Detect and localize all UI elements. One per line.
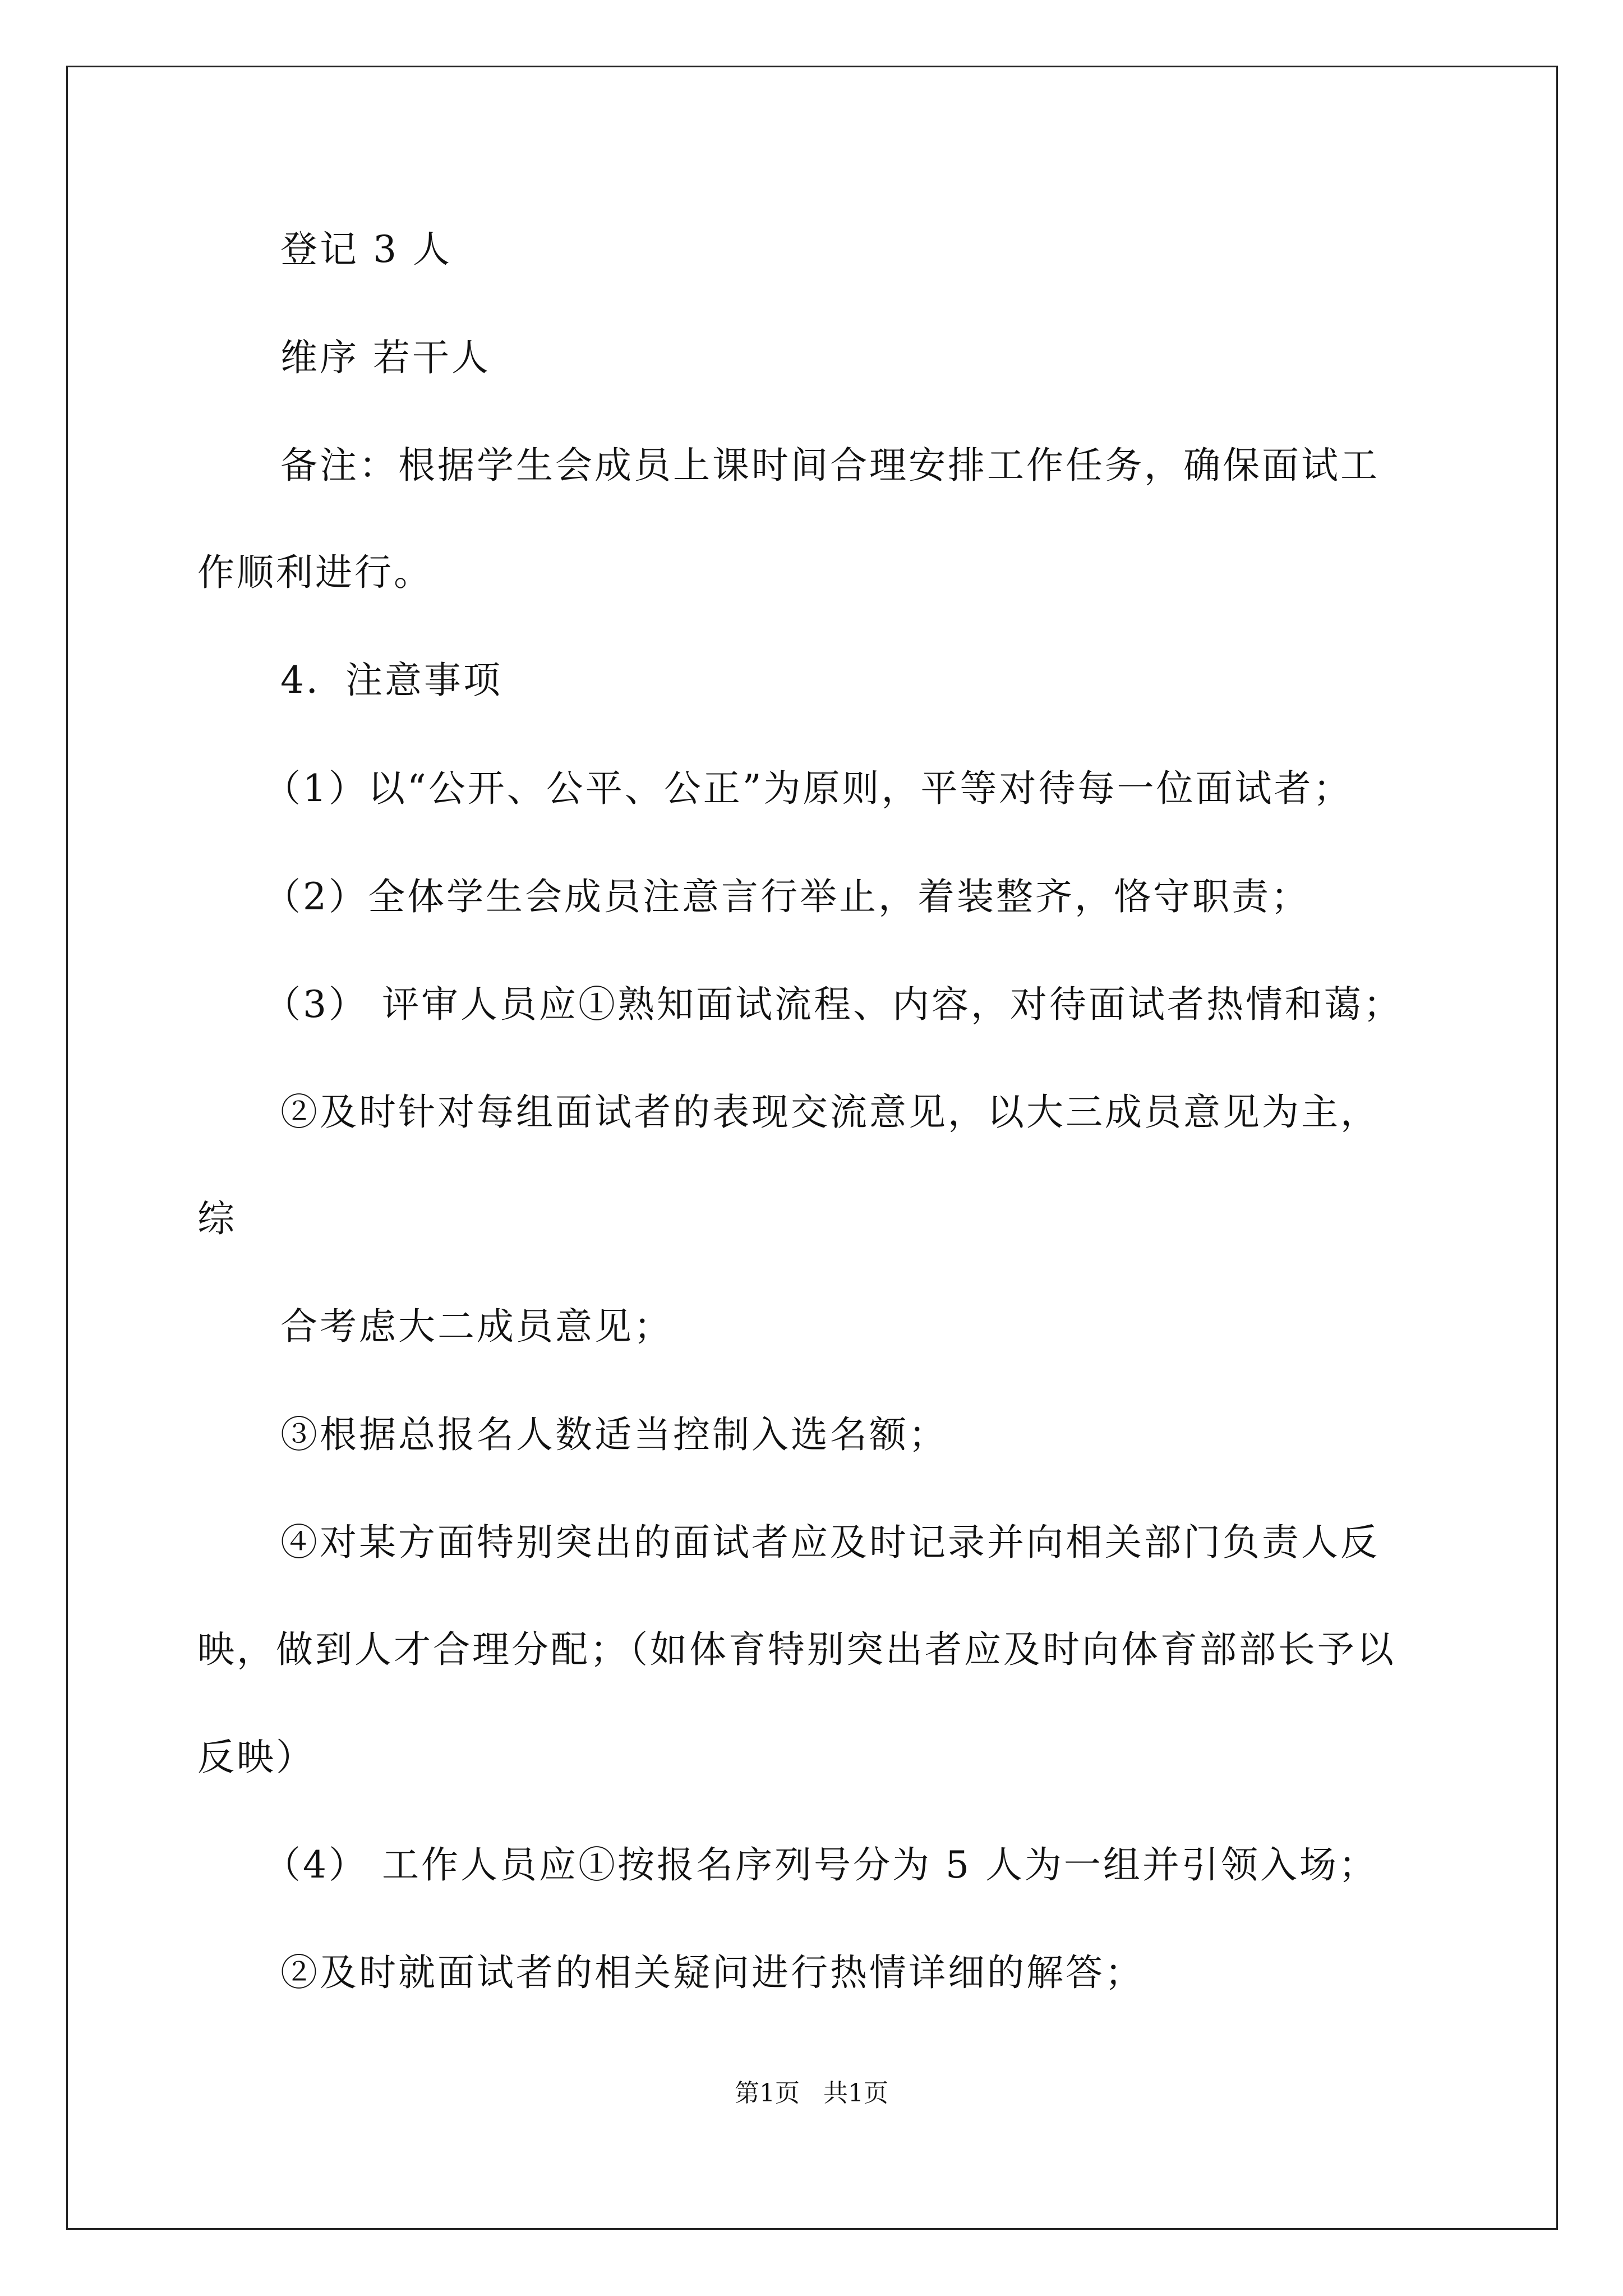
text-line: 登记 3 人	[280, 228, 452, 271]
text-line: 4．注意事项	[280, 659, 502, 702]
text-line: 维序 若干人	[280, 336, 491, 379]
text-line: （2）全体学生会成员注意言行举止，着装整齐，恪守职责；	[264, 875, 1310, 918]
text-line: ②及时针对每组面试者的表现交流意见，以大三成员意见为主，	[280, 1091, 1380, 1134]
page-number-footer: 第1页 共1页	[735, 2079, 888, 2108]
text-line: ③根据总报名人数适当控制入选名额；	[280, 1413, 948, 1456]
text-line: ④对某方面特别突出的面试者应及时记录并向相关部门负责人反	[280, 1521, 1380, 1564]
text-line: （4） 工作人员应①按报名序列号分为 5 人为一组并引领入场；	[264, 1843, 1378, 1887]
text-line: 备注：根据学生会成员上课时间合理安排工作任务，确保面试工	[280, 444, 1380, 487]
text-line: （1）以“公开、公平、公正”为原则，平等对待每一位面试者；	[264, 767, 1353, 810]
text-line: 反映）	[197, 1736, 315, 1779]
text-line: （3） 评审人员应①熟知面试流程、内容，对待面试者热情和蔼；	[264, 983, 1403, 1026]
text-line: 综	[197, 1197, 237, 1240]
text-line: 映，做到人才合理分配；（如体育特别突出者应及时向体育部部长予以	[197, 1628, 1396, 1671]
text-line: 作顺利进行。	[197, 551, 433, 594]
text-line: ②及时就面试者的相关疑问进行热情详细的解答；	[280, 1951, 1144, 1994]
page-border	[66, 66, 1558, 2230]
text-line: 合考虑大二成员意见；	[280, 1305, 673, 1348]
